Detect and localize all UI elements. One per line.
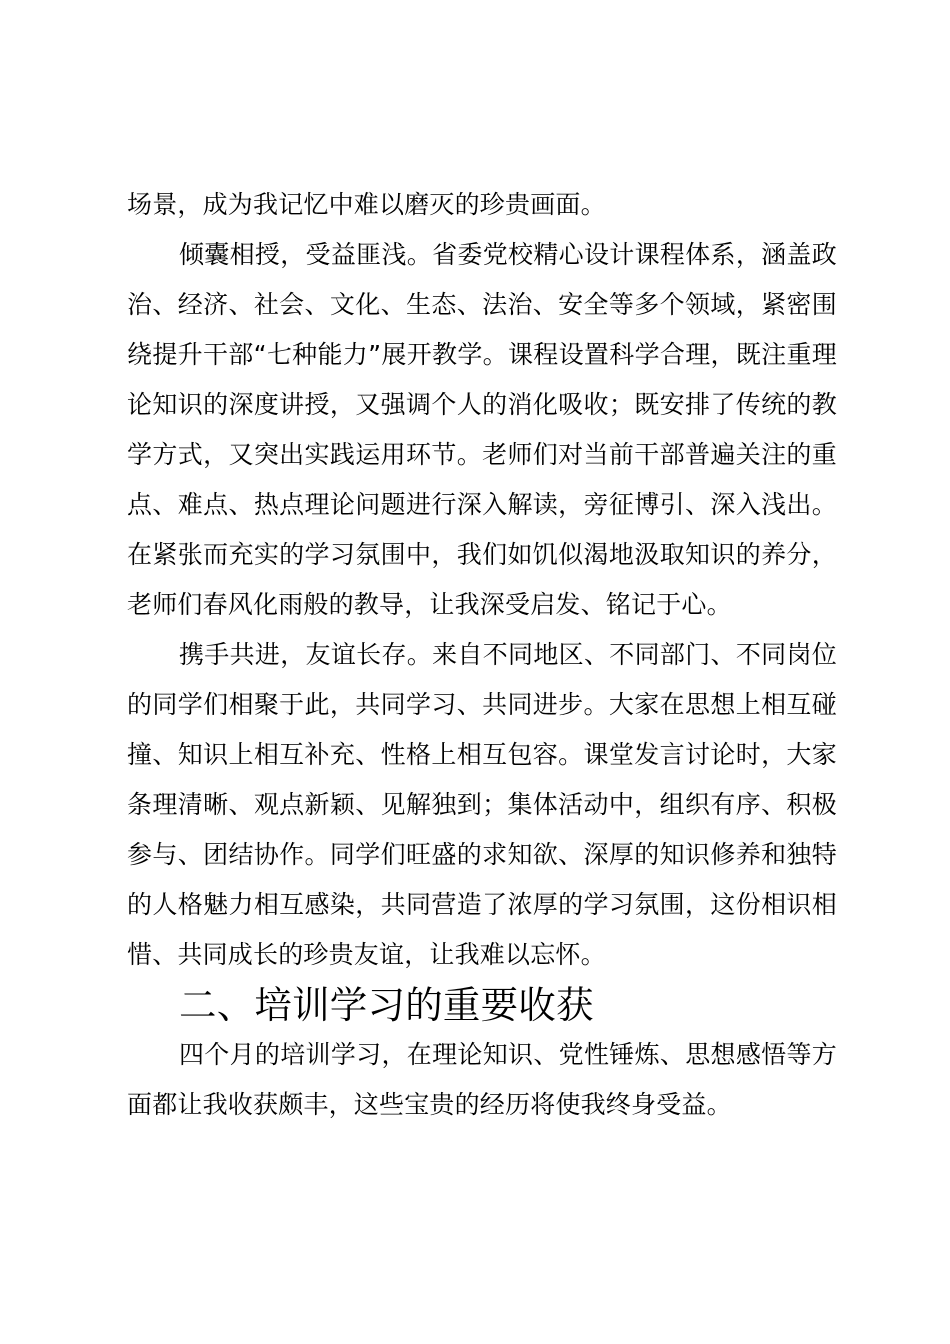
paragraph-friendship: 携手共进，友谊长存。来自不同地区、不同部门、不同岗位的同学们相聚于此，共同学习、共同进步。大家在思想上相互碰撞、知识上相互补充、性格上相互包容。课堂发言讨论时，大家条理清晰、观点新颖、见解独到；集体活动中，组织有序、积极参与、团结协作。同学们旺盛的求知欲、深厚的知识修养和独特的人格魅力相互感染，共同营造了浓厚的学习氛围，这份相识相惜、共同成长的珍贵友谊，让我难以忘怀。 (127, 640, 837, 969)
paragraph-teaching: 倾囊相授，受益匪浅。省委党校精心设计课程体系，涵盖政治、经济、社会、文化、生态、法治、安全等多个领域，紧密围绕提升干部“七种能力”展开教学。课程设置科学合理，既注重理论知识的深度讲授，又强调个人的消化吸收；既安排了传统的教学方式，又突出实践运用环节。老师们对当前干部普遍关注的重点、难点、热点理论问题进行深入解读，旁征博引、深入浅出。在紧张而充实的学习氛围中，我们如饥似渴地汲取知识的养分，老师们春风化雨般的教导，让我深受启发、铭记于心。 (127, 240, 837, 619)
document-body (127, 180, 837, 1130)
section-heading: 二、培训学习的重要收获 (179, 983, 594, 1027)
paragraph-continuation: 场景，成为我记忆中难以磨灭的珍贵画面。 (127, 190, 606, 219)
paragraph-gains-intro: 四个月的培训学习，在理论知识、党性锤炼、思想感悟等方面都让我收获颇丰，这些宝贵的经历将使我终身受益。 (127, 1040, 837, 1119)
